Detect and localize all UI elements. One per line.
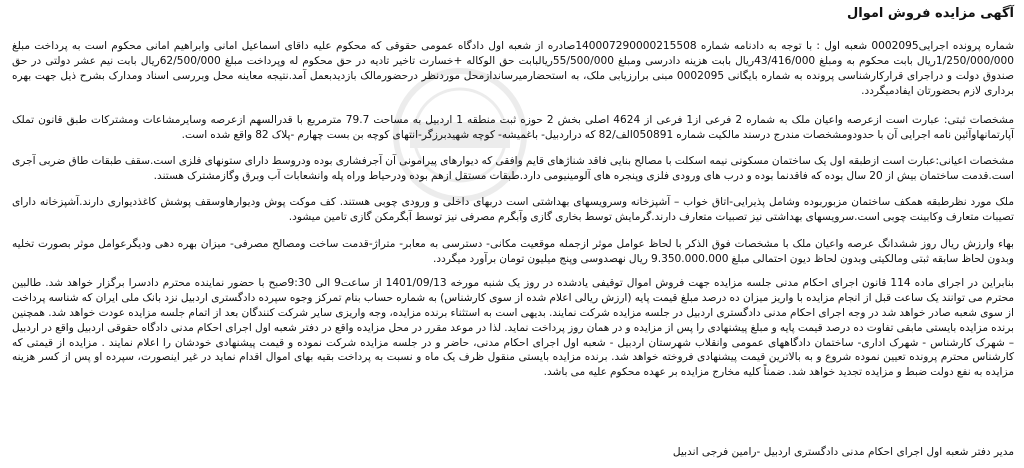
registry-specs-paragraph: مشخصات ثبتی: عبارت است ازعرصه واعیان ملک به شماره 2 فرعی از1 فرعی از 4624 اصلی بخش 2 حوزه ثبت منطقه 1 اردبیل به مساحت 79.7 مترمربع با قدرالسهم ازعرصه وسایرمشاعات ومشترکات طبق قانون تملک آپارتمانهاوآئین نامه اجرایی آن با حدودومشخصات مندرج درسند مالکیت شماره 050891الف/82 که دراردبیل- باغمیشه- کوچه شهیدبرزگر-انتهای کوچه بن بست چهارم -پلاک 82 واقع شده است. xyxy=(12,113,1014,141)
building-specs-paragraph: مشخصات اعیانی:عبارت است ازطبقه اول یک ساختمان مسکونی نیمه اسکلت با مصالح بنایی فاقد شناژهای قایم وافقی که دیوارهای پیرامونی آن آجرفشاری بوده ودروسط دارای ستونهای فلزی است.سقف طبقات طاق ضربی آجری است.قدمت ساختمان بیش از 20 سال بوده که فاقدنما بوده و درب های ورودی فلزی وپنجره های آلومینیومی دارد.طبقات مستقل ازهم بوده ودرحیاط وراه پله وانشعابات آب وبرق وگازمشترک هستند. xyxy=(12,155,1014,183)
valuation-paragraph: بهاء وارزش ریال روز ششدانگ عرصه واعیان ملک با مشخصات فوق الذکر با لحاظ عوامل موثر ازجمله موقعیت مکانی- دسترسی به معابر- متراژ-قدمت ساخت ومصالح مصرفی- میزان بهره دهی ودیگرعوامل موثر بصورت تخلیه وبدون لحاظ سابقه ثبتی ومالکیتی وبدون لحاظ دیون احتمالی مبلغ 9.350.000.000 ریال نهصدوسی وپنج میلیون تومان برآورد میگردد. xyxy=(12,238,1014,265)
notice-title: آگهی مزایده فروش اموال xyxy=(847,6,1014,21)
case-intro-paragraph: شماره پرونده اجرایی0002095 شعبه اول : با توجه به دادنامه شماره 140007290000215508صادره از شعبه اول دادگاه عمومی حقوقی که محکوم علیه داقای اسماعیل امانی وابراهیم امانی محکوم است به پرداخت مبلغ 1/250/000/000ریال بابت محکوم به ومبلغ 43/416/000ریال بابت هزینه دادرسی ومبلغ 55/500/000ریالبابت حق الوکاله +خسارت تاخیر تادیه در حق محکوم له وپرداخت مبلغ 62/500/000ریال بابت نیم عشر دولتی در حق صندوق دولت و دراجرای قرارکارشناسی پرونده به شماره بایگانی 0002095 مبنی برارزیابی ملک، به استحضارمیرساندازمحل موردنظر درحضورمالک بازدیدبعمل آمد.نتیجه معاینه محل وبررسی اسناد ومدارک بشرح ذیل جهت بهره برداری لازم بحضورتان ایفادمیگردد. xyxy=(12,40,1014,97)
property-description-paragraph: ملک مورد نظرطبقه همکف ساختمان مزبوربوده وشامل پذیرایی-اتاق خواب – آشپزخانه وسرویسهای بهداشتی است دربهای داخلی و ورودی چوبی هستند. کف موکت پوش ودیوارهاوسقف پوشش کاغذدیواری دارند.آشپزخانه دارای تصیبات متعارف وکابینت چوبی است.سرویسهای بهداشتی نیز تصبیات متعارف دارند.گرمایش توسط بخاری گازی وآبگرم مصرفی نیز توسط آبگرمکن گازی تامین میشود. xyxy=(12,196,1014,224)
signature-line: مدیر دفتر شعبه اول اجرای احکام مدنی دادگستری اردبیل -رامین فرجی اندبیل xyxy=(672,446,1014,458)
auction-terms-paragraph: بنابراین در اجرای ماده 114 قانون اجرای احکام مدنی جلسه مزایده جهت فروش اموال توقیفی یادشده در روز یک شنبه مورخه 1401/09/13 از ساعت9 الی 9:30صبح با حضور نماینده محترم دادسرا برگزار خواهد شد. طالبین محترم می توانند یک ساعت قبل از انجام مزایده با واریز میزان ده درصد مبلغ قیمت پایه (ارزش ریالی اعلام شده از سوی کارشناس) به شماره حساب بنام تمرکز وجوه سپرده دادگستری اردبیل نزد بانک ملی ایران که شناسه پرداخت از سوی شعبه صادر خواهد شد در وجه اجرای احکام مدنی دادگستری اردبیل در جلسه مزایده شرکت نمایند. بدیهی است به استثناء برنده مزایده، وجه واریزی سایر شرکت کنندگان بعد از اتمام جلسه مزایده عودت خواهد شد. همچنین برنده مزایده بایستی مابقی تفاوت ده درصد قیمت پایه و مبلغ پیشنهادی را پس از مزایده و در همان روز پرداخت نماید. لذا در موعد مقرر در محل مزایده واقع در دفتر شعبه اول اجرای احکام مدنی دادگاه حقوقی اردبیل واقع در اردبیل – شهرک کارشناس - شهرک اداری- ساختمان دادگاههای عمومی وانقلاب شهرستان اردبیل - شعبه اول اجرای احکام مدنی، حاضر و در جلسه مزایده شرکت نموده و قیمت پیشنهادی خودشان را اعلام نمایند . مزایده از قیمتی که کارشناس محترم پرونده تعیین نموده شروع و به بالاترین قیمت پیشنهادی فروخته خواهد شد. برنده مزایده بایستی منقول ظرف یک ماه و نسبت به پرداخت بقیه بهای اموال اقدام نماید در غیر اینصورت، سپرده او پس از کسر هزینه مزایده به نفع دولت ضبط و مزایده تجدید خواهد شد. ضمناً کلیه مخارج مزایده بر عهده محکوم علیه می باشد. xyxy=(12,276,1015,379)
